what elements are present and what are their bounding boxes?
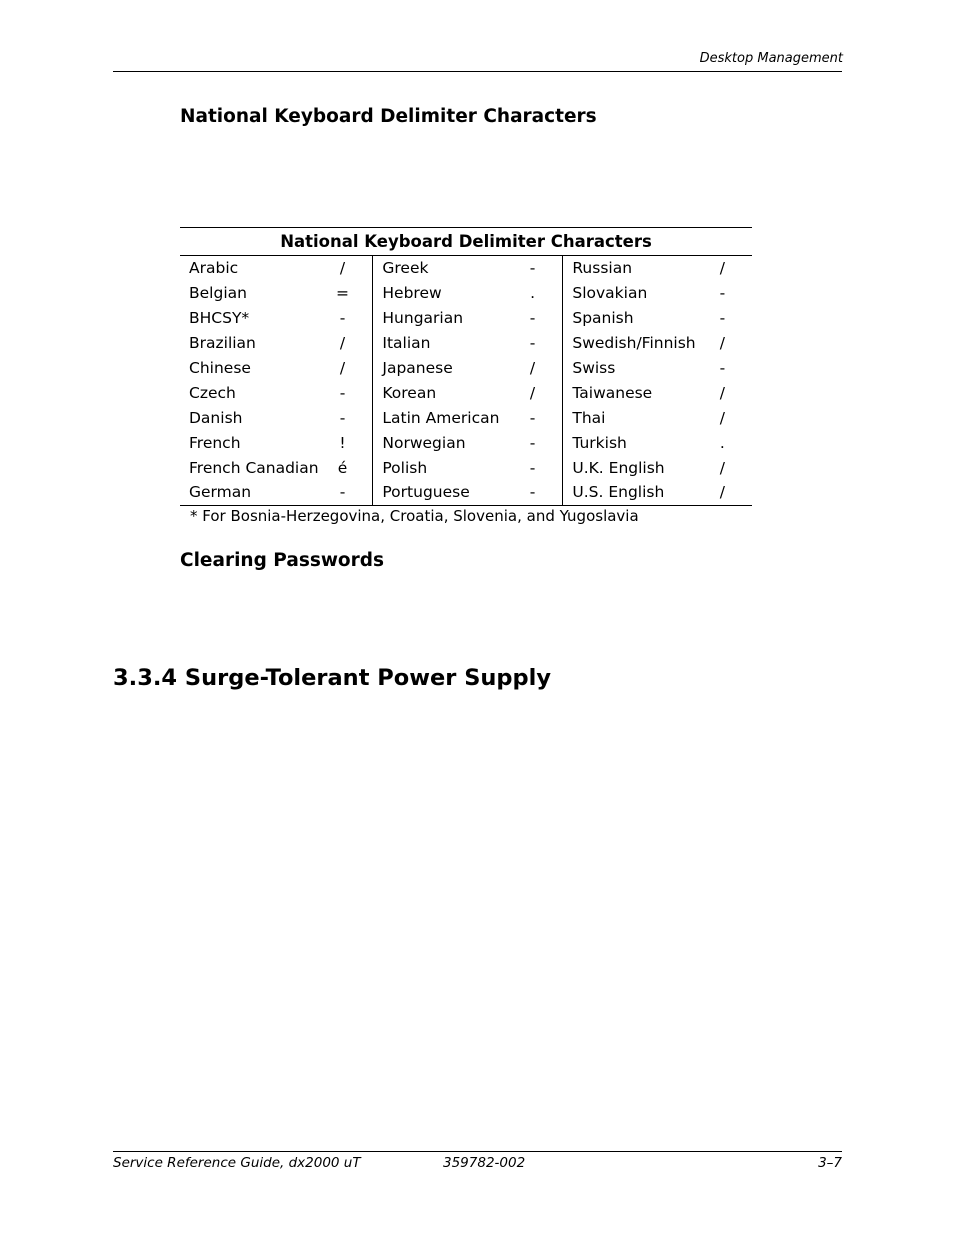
table-caption: National Keyboard Delimiter Characters xyxy=(180,227,752,256)
delimiter-table xyxy=(180,227,752,506)
language-cell: Taiwanese xyxy=(572,383,653,402)
table-row xyxy=(180,430,752,455)
footer-guide-title: Service Reference Guide, dx2000 uT xyxy=(113,1155,361,1171)
language-cell: U.S. English xyxy=(563,480,699,505)
language-cell: Italian xyxy=(382,334,431,353)
table-row xyxy=(180,480,752,505)
table-footnote: * For Bosnia-Herzegovina, Croatia, Slovenia, and Yugoslavia xyxy=(190,506,639,525)
delimiter-cell: / xyxy=(509,356,563,381)
chapter-heading: 3.3.4 Surge-Tolerant Power Supply xyxy=(113,665,552,691)
delimiter-cell: - xyxy=(319,380,373,405)
language-cell: Polish xyxy=(382,458,428,477)
header-rule xyxy=(113,71,842,72)
table-row xyxy=(180,256,752,281)
language-cell: Swedish/Finnish xyxy=(572,334,696,353)
language-cell: Turkish xyxy=(572,433,627,452)
table-row xyxy=(180,356,752,381)
language-cell: Greek xyxy=(382,259,429,278)
clearing-passwords-heading: Clearing Passwords xyxy=(180,550,385,571)
footer-part-number: 359782-002 xyxy=(443,1155,526,1171)
delimiter-cell: / xyxy=(719,383,726,402)
delimiter-cell: / xyxy=(319,356,373,381)
delimiter-cell: / xyxy=(319,256,373,281)
language-cell: Hungarian xyxy=(382,309,464,328)
language-cell: Czech xyxy=(189,383,236,402)
delimiter-cell: - xyxy=(509,455,563,480)
language-cell: Korean xyxy=(382,383,437,402)
delimiter-cell: / xyxy=(319,331,373,356)
language-cell: German xyxy=(180,480,319,505)
delimiter-cell: / xyxy=(719,259,726,278)
language-cell: Danish xyxy=(189,408,243,427)
language-cell: Slovakian xyxy=(572,284,648,303)
language-cell: Arabic xyxy=(189,259,239,278)
footer-page-number: 3–7 xyxy=(818,1155,842,1171)
delimiter-cell: / xyxy=(719,408,726,427)
delimiter-cell: - xyxy=(509,331,563,356)
delimiter-cell: - xyxy=(509,306,563,331)
language-cell: French Canadian xyxy=(189,458,319,477)
delimiter-cell: ! xyxy=(319,430,373,455)
delimiter-cell: / xyxy=(719,334,726,353)
language-cell: Belgian xyxy=(189,284,247,303)
table-row xyxy=(180,331,752,356)
delimiter-cell: - xyxy=(719,309,726,328)
delimiter-cell: - xyxy=(319,306,373,331)
delimiter-cell: - xyxy=(509,405,563,430)
language-cell: Thai xyxy=(572,408,606,427)
table-row xyxy=(180,455,752,480)
language-cell: Norwegian xyxy=(382,433,466,452)
delimiter-cell: - xyxy=(509,430,563,455)
delimiter-cell: / xyxy=(699,480,752,505)
delimiter-cell: - xyxy=(509,480,563,505)
delimiter-cell: - xyxy=(319,405,373,430)
table-row xyxy=(180,405,752,430)
table-row xyxy=(180,281,752,306)
language-cell: Russian xyxy=(572,259,633,278)
language-cell: French xyxy=(189,433,241,452)
delimiter-cell: é xyxy=(319,455,373,480)
delimiter-cell: - xyxy=(719,284,726,303)
national-keyboard-heading: National Keyboard Delimiter Characters xyxy=(180,106,597,127)
delimiter-table-container xyxy=(180,227,752,526)
language-cell: Swiss xyxy=(572,359,616,377)
delimiter-cell: / xyxy=(719,458,726,477)
language-cell: Spanish xyxy=(572,309,634,328)
language-cell: Brazilian xyxy=(189,334,256,353)
delimiter-cell: - xyxy=(719,359,726,377)
delimiter-cell: . xyxy=(719,433,725,452)
footer-rule xyxy=(113,1151,842,1152)
delimiter-cell: . xyxy=(509,281,563,306)
delimiter-cell: = xyxy=(319,281,373,306)
delimiter-cell: - xyxy=(319,480,373,505)
delimiter-cell: / xyxy=(509,380,563,405)
table-row xyxy=(180,306,752,331)
language-cell: Latin American xyxy=(382,408,500,427)
language-cell: Chinese xyxy=(189,359,251,377)
language-cell: U.K. English xyxy=(572,458,665,477)
language-cell: Hebrew xyxy=(382,284,442,303)
language-cell: Portuguese xyxy=(373,480,509,505)
language-cell: BHCSY* xyxy=(189,309,250,328)
language-cell: Japanese xyxy=(382,359,453,377)
running-header: Desktop Management xyxy=(699,51,843,66)
delimiter-cell: - xyxy=(509,256,563,281)
table-body xyxy=(180,256,752,505)
table-row xyxy=(180,380,752,405)
